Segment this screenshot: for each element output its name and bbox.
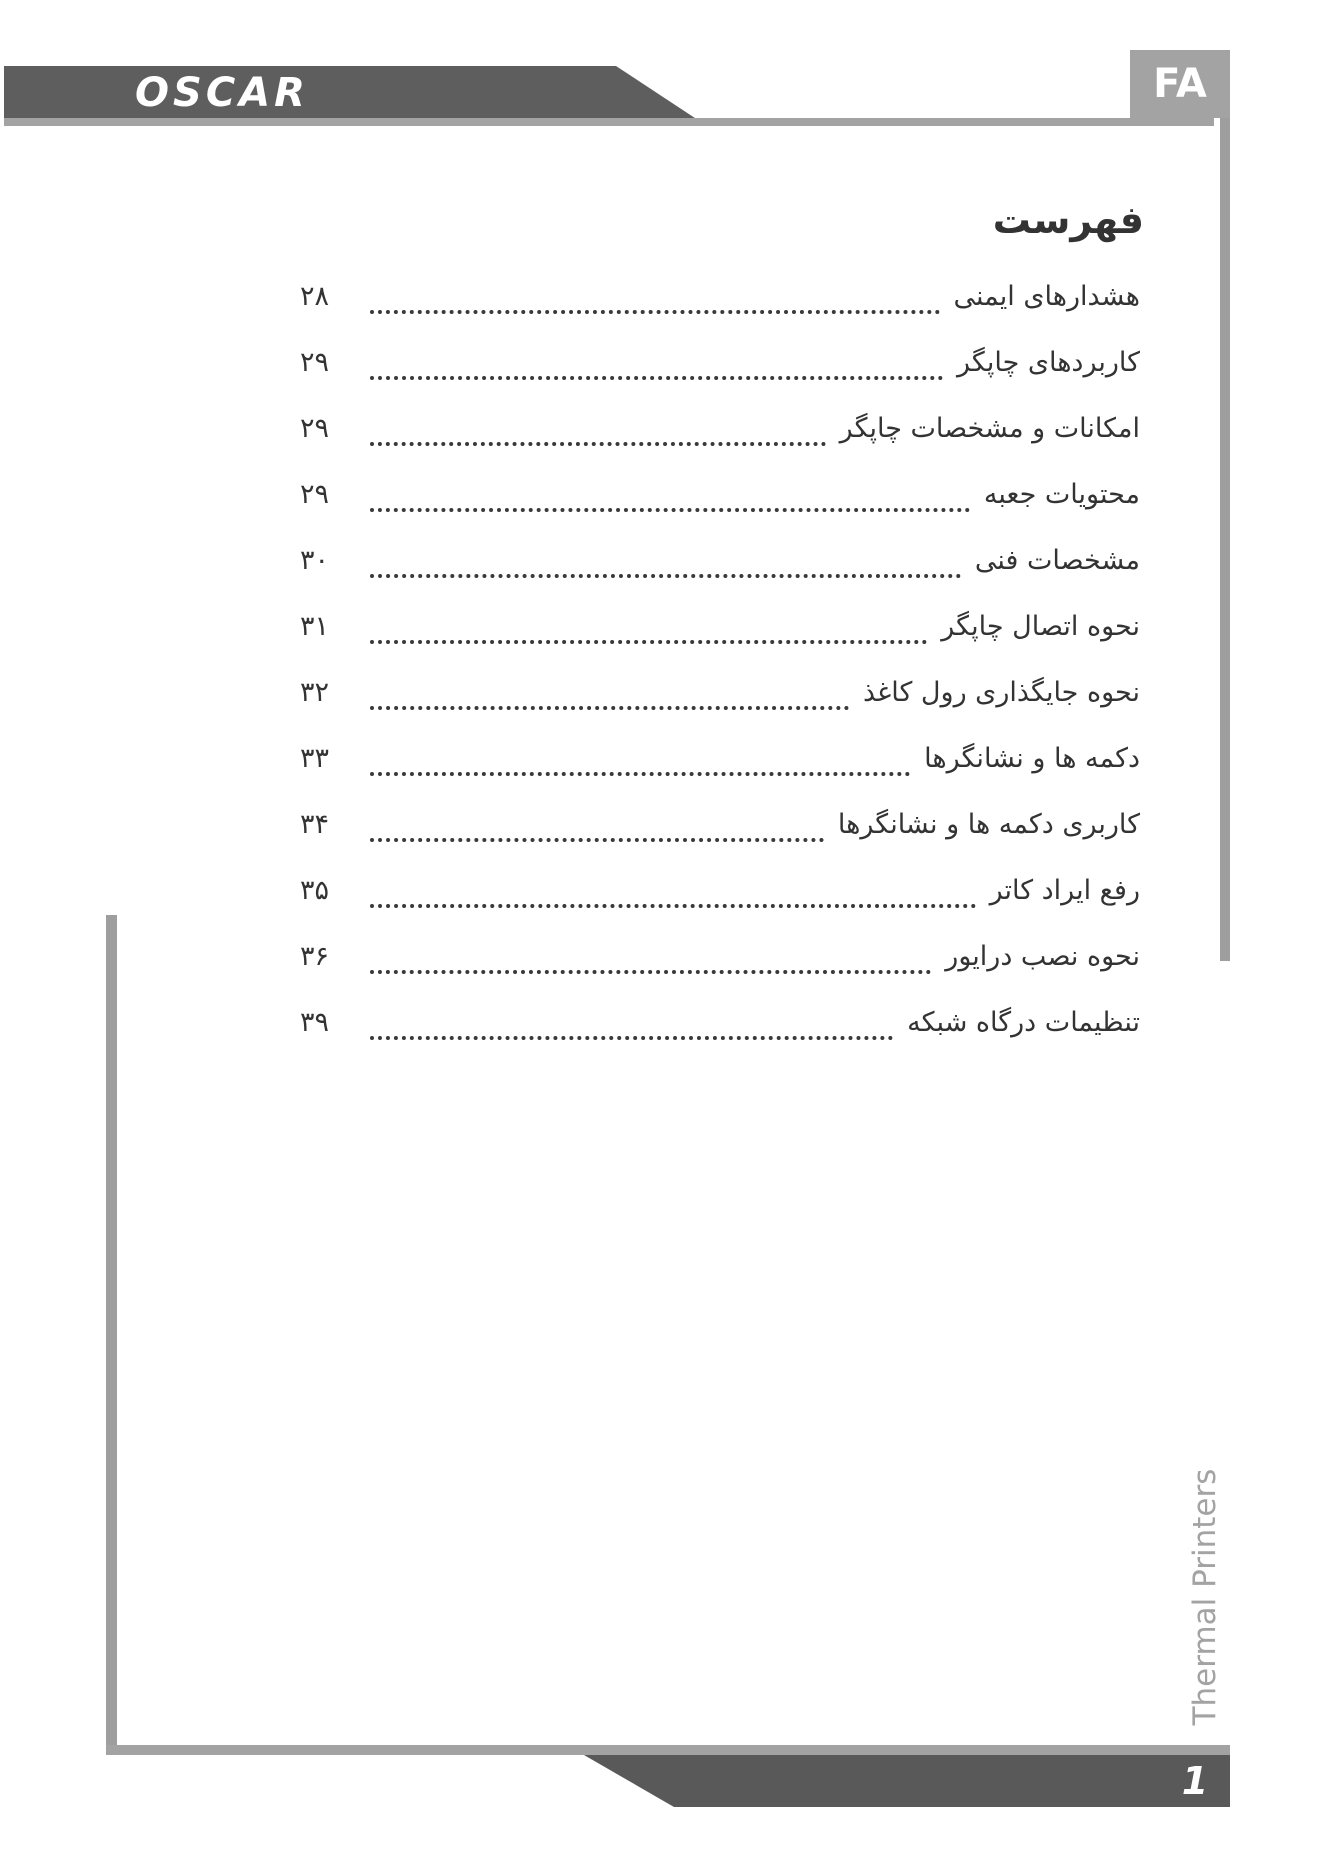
- toc-item-technical-specs[interactable]: [300, 527, 1140, 593]
- toc-item-label: مشخصات فنی: [974, 544, 1140, 576]
- dot-leader: [370, 414, 826, 446]
- dot-leader: [370, 876, 976, 908]
- toc-item-box-contents[interactable]: [300, 461, 1140, 527]
- dot-leader: [370, 546, 961, 578]
- toc-item-label: دکمه ها و نشانگرها: [924, 742, 1140, 774]
- toc-item-label: محتویات جعبه: [983, 478, 1140, 510]
- toc-item-page: ۳۵: [300, 874, 330, 906]
- toc-title: فهرست: [992, 198, 1144, 242]
- header-rule: [4, 118, 1214, 126]
- toc-item-buttons-indicators[interactable]: [300, 725, 1140, 791]
- header-band: [4, 66, 704, 124]
- toc-item-network-port[interactable]: [300, 989, 1140, 1055]
- toc-item-cutter-fix[interactable]: [300, 857, 1140, 923]
- dot-leader: [370, 480, 970, 512]
- toc-item-label: امکانات و مشخصات چاپگر: [839, 412, 1140, 444]
- footer-rule: [106, 1745, 1230, 1755]
- brand-logo: OSCAR: [135, 70, 309, 116]
- toc-item-page: ۳۶: [300, 940, 330, 972]
- language-badge: FA: [1130, 50, 1230, 118]
- toc-item-printer-features[interactable]: [300, 395, 1140, 461]
- toc-item-page: ۲۹: [300, 478, 330, 510]
- toc-item-label: کاربری دکمه ها و نشانگرها: [837, 808, 1140, 840]
- toc-item-page: ۳۳: [300, 742, 330, 774]
- toc-item-using-buttons[interactable]: [300, 791, 1140, 857]
- toc-item-printer-connection[interactable]: [300, 593, 1140, 659]
- left-border-rule: [106, 915, 117, 1755]
- dot-leader: [370, 744, 910, 776]
- footer-band: [584, 1755, 1230, 1807]
- table-of-contents: [300, 263, 1140, 1055]
- toc-item-label: هشدارهای ایمنی: [953, 280, 1140, 312]
- toc-item-page: ۲۹: [300, 346, 330, 378]
- toc-item-label: نحوه جایگذاری رول کاغذ: [862, 676, 1140, 708]
- toc-item-label: نحوه نصب درایور: [945, 940, 1140, 972]
- dot-leader: [370, 678, 849, 710]
- dot-leader: [370, 348, 943, 380]
- toc-item-driver-install[interactable]: [300, 923, 1140, 989]
- toc-item-page: ۳۲: [300, 676, 330, 708]
- side-label: Thermal Printers: [1187, 1468, 1223, 1726]
- toc-item-label: کاربردهای چاپگر: [957, 346, 1140, 378]
- dot-leader: [370, 1008, 893, 1040]
- toc-item-page: ۳۹: [300, 1006, 330, 1038]
- toc-item-printer-applications[interactable]: [300, 329, 1140, 395]
- toc-item-page: ۳۱: [300, 610, 330, 642]
- right-border-rule: [1220, 118, 1230, 961]
- dot-leader: [370, 612, 927, 644]
- toc-item-label: تنظیمات درگاه شبکه: [907, 1006, 1140, 1038]
- dot-leader: [370, 282, 940, 314]
- page-number: 1: [1181, 1759, 1209, 1803]
- toc-item-label: رفع ایراد کاتر: [989, 874, 1140, 906]
- toc-item-safety-warnings[interactable]: [300, 263, 1140, 329]
- dot-leader: [370, 942, 931, 974]
- toc-item-page: ۲۸: [300, 280, 330, 312]
- dot-leader: [370, 810, 824, 842]
- toc-item-page: ۳۰: [300, 544, 330, 576]
- toc-item-paper-roll[interactable]: [300, 659, 1140, 725]
- toc-item-page: ۲۹: [300, 412, 330, 444]
- toc-item-label: نحوه اتصال چاپگر: [941, 610, 1140, 642]
- toc-item-page: ۳۴: [300, 808, 330, 840]
